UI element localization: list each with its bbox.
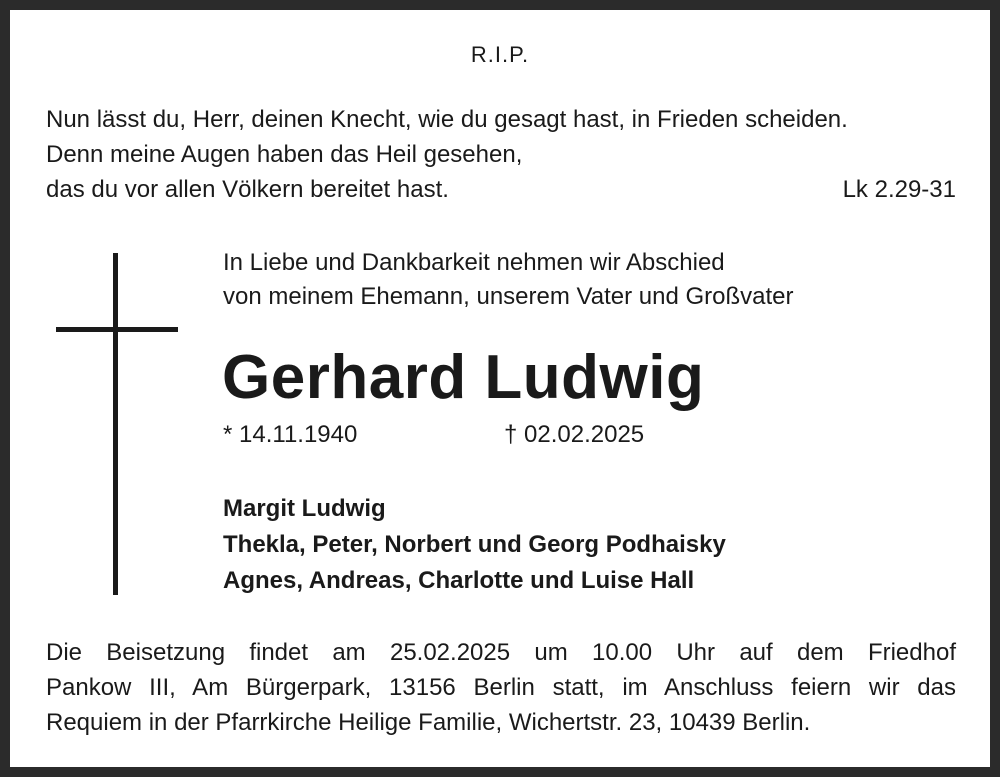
verse-line-2: Denn meine Augen haben das Heil gesehen,	[46, 141, 523, 168]
verse-line-1: Nun lässt du, Herr, deinen Knecht, wie du gesagt hast, in Frieden scheiden.	[46, 106, 848, 133]
funeral-line-2: Pankow III, Am Bürgerpark, 13156 Berlin statt, im Anschluss feiern wir das	[46, 674, 956, 701]
cross-vertical-bar	[113, 253, 118, 595]
cross-horizontal-bar	[56, 327, 178, 332]
latin-cross-icon	[56, 253, 178, 595]
mourner-1: Margit Ludwig	[223, 495, 386, 522]
death-date: † 02.02.2025	[504, 421, 645, 448]
deceased-name: Gerhard Ludwig	[222, 343, 705, 412]
verse-reference: Lk 2.29-31	[842, 176, 956, 203]
funeral-line-1: Die Beisetzung findet am 25.02.2025 um 10.00 Uhr auf dem Friedhof	[46, 639, 956, 666]
birth-date: * 14.11.1940	[223, 421, 358, 448]
mourner-2: Thekla, Peter, Norbert und Georg Podhaisky	[223, 531, 726, 558]
life-dates	[223, 420, 645, 450]
farewell-intro	[223, 246, 794, 314]
rip-heading: R.I.P.	[470, 42, 530, 67]
intro-line-2: von meinem Ehemann, unserem Vater und Großvater	[223, 283, 794, 310]
funeral-line-3: Requiem in der Pfarrkirche Heilige Familie, Wichertstr. 23, 10439 Berlin.	[46, 709, 811, 736]
mourners-list	[223, 491, 726, 599]
funeral-details	[46, 635, 956, 740]
obituary-notice	[10, 10, 990, 767]
mourner-3: Agnes, Andreas, Charlotte und Luise Hall	[223, 567, 695, 594]
verse-line-3: das du vor allen Völkern bereitet hast.	[46, 176, 449, 203]
intro-line-1: In Liebe und Dankbarkeit nehmen wir Abschied	[223, 249, 725, 276]
verse-line-3-row	[46, 172, 956, 207]
bible-verse	[46, 102, 956, 207]
